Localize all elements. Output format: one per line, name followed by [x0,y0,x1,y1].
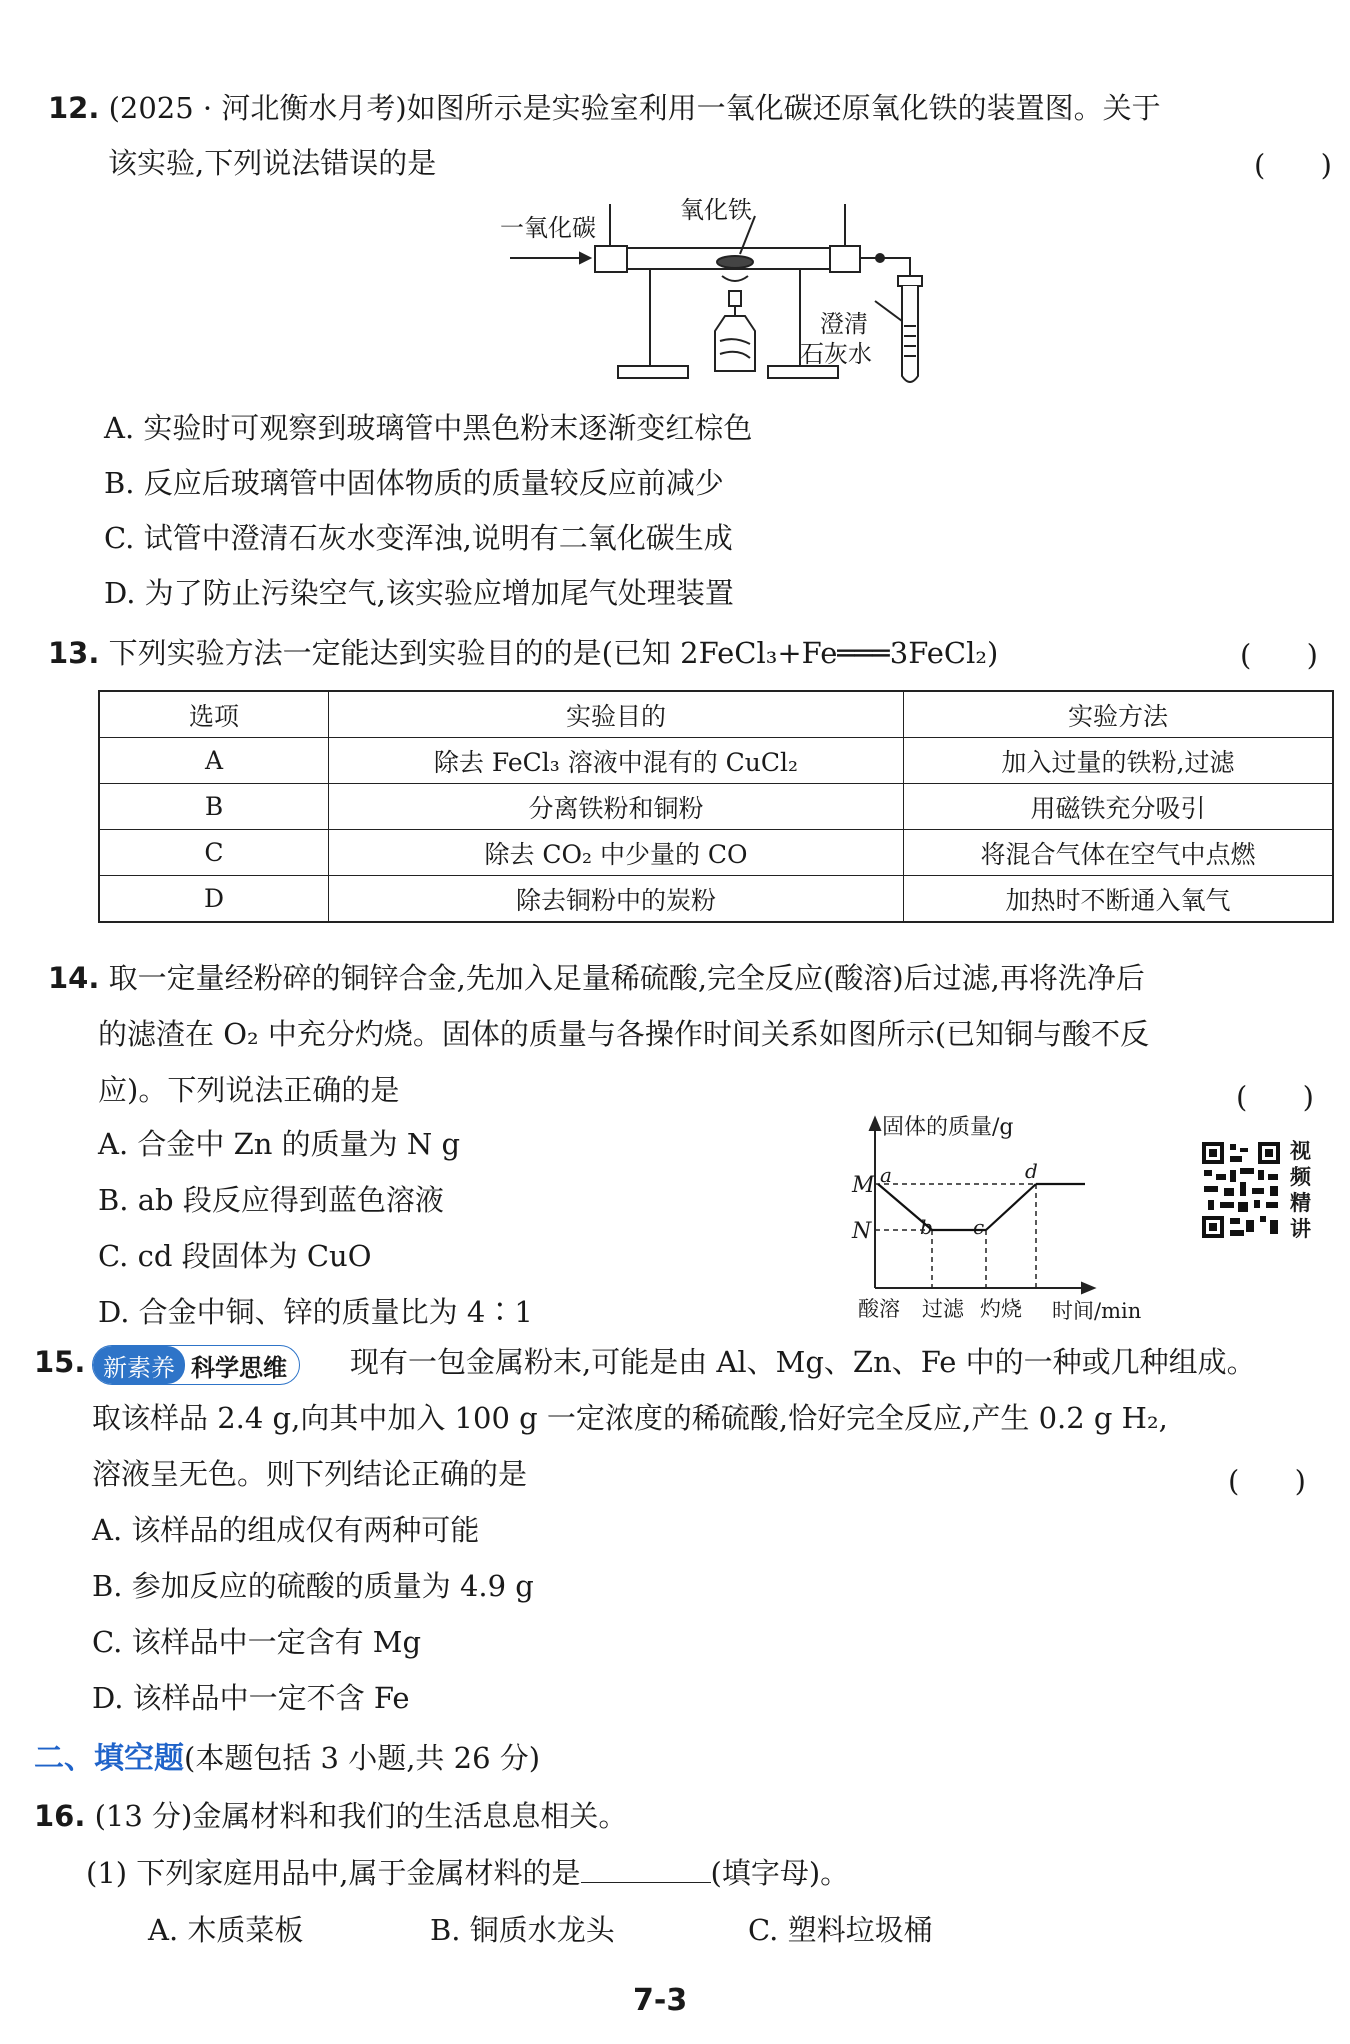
q12-number: 12. [48,91,100,125]
q16-number: 16. [34,1799,86,1833]
qr-label [1290,1138,1320,1242]
co-reduction-apparatus-figure [500,196,960,396]
cell-method: 加热时不断通入氧气 [904,876,1334,923]
chart-x-label: 时间/min [1052,1299,1142,1322]
q16-text: (13 分)金属材料和我们的生活息息相关。 [94,1799,628,1833]
qr-code-graphic [1200,1140,1282,1240]
stage-label-acid: 酸溶 [858,1297,900,1321]
q16-option-b: B. 铜质水龙头 [430,1913,615,1947]
cell-purpose: 分离铁粉和铜粉 [329,784,904,830]
header-purpose: 实验目的 [329,691,904,738]
cell-purpose: 除去 CO₂ 中少量的 CO [329,830,904,876]
answer-blank[interactable] [581,1852,711,1883]
q13-number: 13. [48,636,100,670]
cell-option: D [99,876,329,923]
q15-option-d: D. 该样品中一定不含 Fe [92,1681,410,1715]
q12-option-c: C. 试管中澄清石灰水变浑浊,说明有二氧化碳生成 [104,521,733,555]
section-title: 二、填空题 [34,1741,184,1776]
q15-answer-paren: ( ) [1228,1464,1306,1498]
q16-sub1-before: (1) 下列家庭用品中,属于金属材料的是 [86,1856,581,1890]
q14-text-line3: 应)。下列说法正确的是 [98,1073,400,1107]
table-row [99,830,1333,876]
q12-text-line1: (2025 · 河北衡水月考)如图所示是实验室利用一氧化碳还原氧化铁的装置图。关于 [108,91,1161,125]
point-label-c: c [973,1215,985,1239]
q13-text: 下列实验方法一定能达到实验目的的是(已知 2FeCl₃+Fe═══3FeCl₂) [108,636,999,670]
stage-label-burn: 灼烧 [980,1297,1022,1321]
q15-text-line1: 现有一包金属粉末,可能是由 Al、Mg、Zn、Fe 中的一种或几种组成。 [350,1345,1256,1379]
q14-option-b: B. ab 段反应得到蓝色溶液 [98,1183,444,1217]
point-label-b: b [920,1215,933,1239]
q14-option-c: C. cd 段固体为 CuO [98,1239,372,1273]
q12-option-d: D. 为了防止污染空气,该实验应增加尾气处理装置 [104,576,734,610]
q13-answer-paren: ( ) [1240,638,1318,672]
q14-mass-time-chart [840,1112,1180,1322]
label-limewater-line2: 石灰水 [800,340,872,368]
qr-label-char: 精 [1290,1191,1311,1215]
q15-option-c: C. 该样品中一定含有 Mg [92,1625,422,1659]
qr-label-char: 讲 [1290,1217,1311,1241]
literacy-badge [92,1345,300,1385]
q16-sub1 [86,1852,849,1893]
table-row [99,784,1333,830]
badge-main: 新素养 [93,1346,185,1384]
q12-answer-paren: ( ) [1254,148,1332,182]
q14-text-line2: 的滤渣在 O₂ 中充分灼烧。固体的质量与各操作时间关系如图所示(已知铜与酸不反 [98,1017,1150,1051]
q14-number: 14. [48,961,100,995]
q12-line1 [48,88,1161,128]
label-carbon-monoxide: 一氧化碳 [500,214,596,242]
stage-label-filter: 过滤 [922,1297,964,1321]
label-iron-oxide: 氧化铁 [680,196,752,224]
qr-code-icon[interactable] [1200,1140,1282,1240]
q14-answer-paren: ( ) [1236,1080,1314,1114]
section-note: (本题包括 3 小题,共 26 分) [184,1741,541,1775]
cell-option: C [99,830,329,876]
cell-method: 将混合气体在空气中点燃 [904,830,1334,876]
chart-series-segment [878,1184,932,1230]
header-option: 选项 [99,691,329,738]
q15-number: 15. [34,1345,86,1379]
q16-option-a: A. 木质菜板 [148,1913,304,1947]
y-tick-m: M [852,1173,875,1198]
y-tick-n: N [852,1219,872,1244]
chart-series-segment [986,1184,1036,1230]
q13-table [98,690,1334,923]
chart-y-label: 固体的质量/g [882,1115,1014,1140]
page-number: 7-3 [633,1983,688,2018]
qr-label-char: 视 [1290,1139,1311,1163]
header-method: 实验方法 [904,691,1334,738]
q14-text-line1: 取一定量经粉碎的铜锌合金,先加入足量稀硫酸,完全反应(酸溶)后过滤,再将洗净后 [108,961,1145,995]
qr-label-char: 频 [1290,1165,1311,1189]
cell-purpose: 除去 FeCl₃ 溶液中混有的 CuCl₂ [329,738,904,784]
q15-option-a: A. 该样品的组成仅有两种可能 [92,1513,480,1547]
q13-line [48,633,998,673]
q15-text-line3: 溶液呈无色。则下列结论正确的是 [92,1457,528,1491]
section-heading [34,1738,540,1779]
q16-line [34,1796,627,1836]
q14-line1 [48,958,1145,998]
q15-option-b: B. 参加反应的硫酸的质量为 4.9 g [92,1569,534,1603]
cell-method: 加入过量的铁粉,过滤 [904,738,1334,784]
q14-option-a: A. 合金中 Zn 的质量为 N g [98,1127,461,1161]
cell-option: B [99,784,329,830]
label-limewater-line1: 澄清 [820,310,868,338]
q12-text-line2: 该实验,下列说法错误的是 [108,146,437,180]
cell-method: 用磁铁充分吸引 [904,784,1334,830]
q14-option-d: D. 合金中铜、锌的质量比为 4∶1 [98,1295,533,1329]
badge-sub: 科学思维 [191,1353,287,1382]
q12-option-b: B. 反应后玻璃管中固体物质的质量较反应前减少 [104,466,724,500]
table-row [99,738,1333,784]
point-label-a: a [880,1163,892,1187]
cell-option: A [99,738,329,784]
q12-option-a: A. 实验时可观察到玻璃管中黑色粉末逐渐变红棕色 [104,411,753,445]
table-row [99,876,1333,923]
q15-text-line2: 取该样品 2.4 g,向其中加入 100 g 一定浓度的稀硫酸,恰好完全反应,产生 0.2 g H₂, [92,1401,1168,1435]
point-label-d: d [1025,1159,1038,1183]
q16-option-c: C. 塑料垃圾桶 [748,1913,933,1947]
cell-purpose: 除去铜粉中的炭粉 [329,876,904,923]
q16-sub1-after: (填字母)。 [710,1856,850,1890]
table-header-row [99,691,1333,738]
